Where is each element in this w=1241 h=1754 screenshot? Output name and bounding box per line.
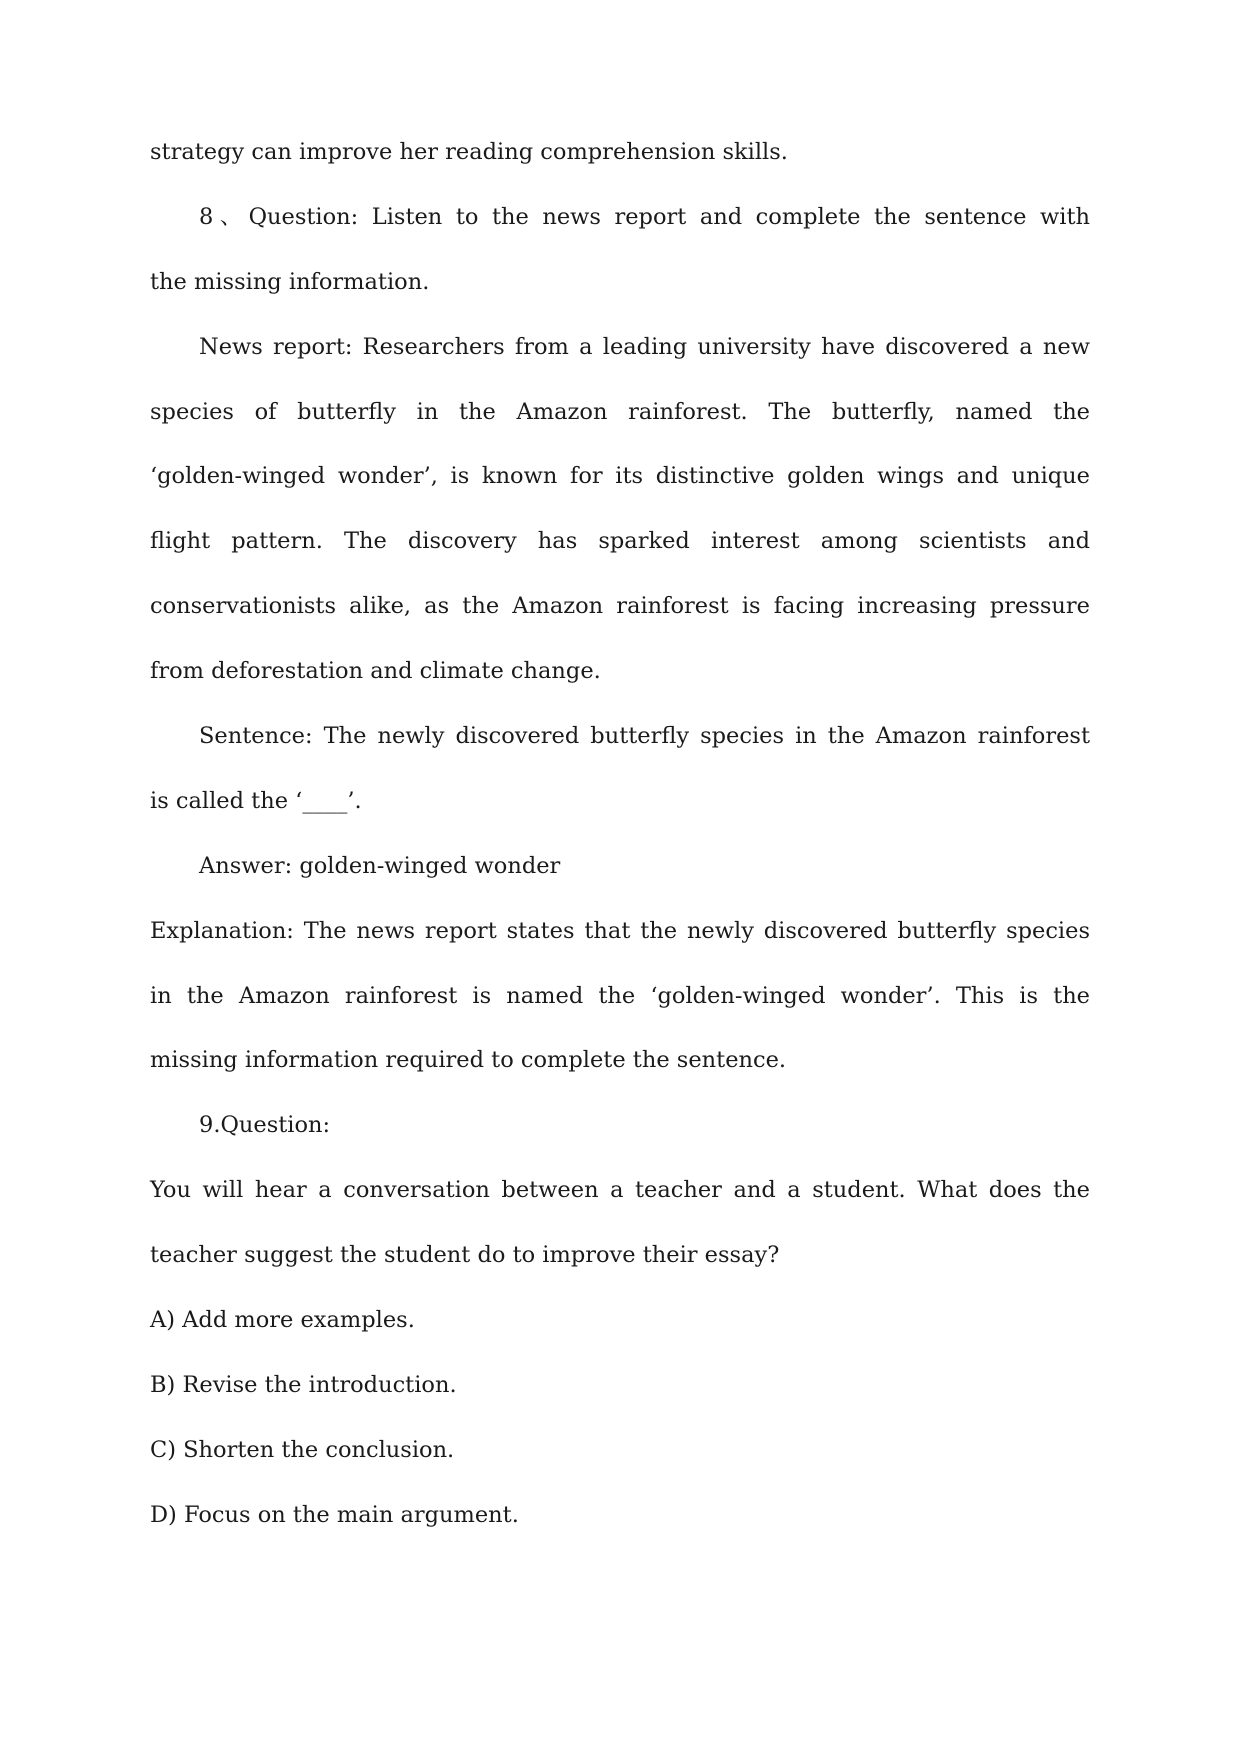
explanation-line: Explanation: The news report states that the newly discovered butterfly species [150, 917, 1090, 944]
text-line: strategy can improve her reading comprehension skills. [150, 139, 788, 165]
option-a: A) Add more examples. [150, 1307, 415, 1334]
text-line: species of butterfly in the Amazon rainforest. The butterfly, named the [150, 398, 1090, 425]
text-line: the missing information. [150, 268, 430, 295]
text-line: flight pattern. The discovery has sparked interest among scientists and [150, 528, 1090, 555]
option-d: D) Focus on the main argument. [150, 1501, 519, 1528]
text-line: in the Amazon rainforest is named the ‘golden-winged wonder’. This is the [150, 982, 1090, 1009]
text-line: is called the ‘____’. [150, 787, 362, 814]
document-page [150, 132, 1090, 1560]
text-line: You will hear a conversation between a teacher and a student. What does the [150, 1177, 1090, 1204]
text-line: teacher suggest the student do to improve their essay? [150, 1242, 780, 1269]
text-line: from deforestation and climate change. [150, 658, 601, 685]
text-line: ‘golden-winged wonder’, is known for its distinctive golden wings and unique [150, 463, 1090, 490]
question-9-line: 9.Question: [199, 1112, 331, 1139]
news-report-line: News report: Researchers from a leading university have discovered a new [199, 333, 1090, 360]
option-c: C) Shorten the conclusion. [150, 1436, 455, 1463]
text-line: missing information required to complete the sentence. [150, 1047, 787, 1074]
option-b: B) Revise the introduction. [150, 1371, 457, 1398]
question-8-line: 8、Question: Listen to the news report and complete the sentence with [199, 203, 1090, 230]
answer-line: Answer: golden-winged wonder [199, 852, 561, 879]
text-line: conservationists alike, as the Amazon rainforest is facing increasing pressure [150, 593, 1090, 620]
sentence-line: Sentence: The newly discovered butterfly species in the Amazon rainforest [199, 723, 1090, 750]
